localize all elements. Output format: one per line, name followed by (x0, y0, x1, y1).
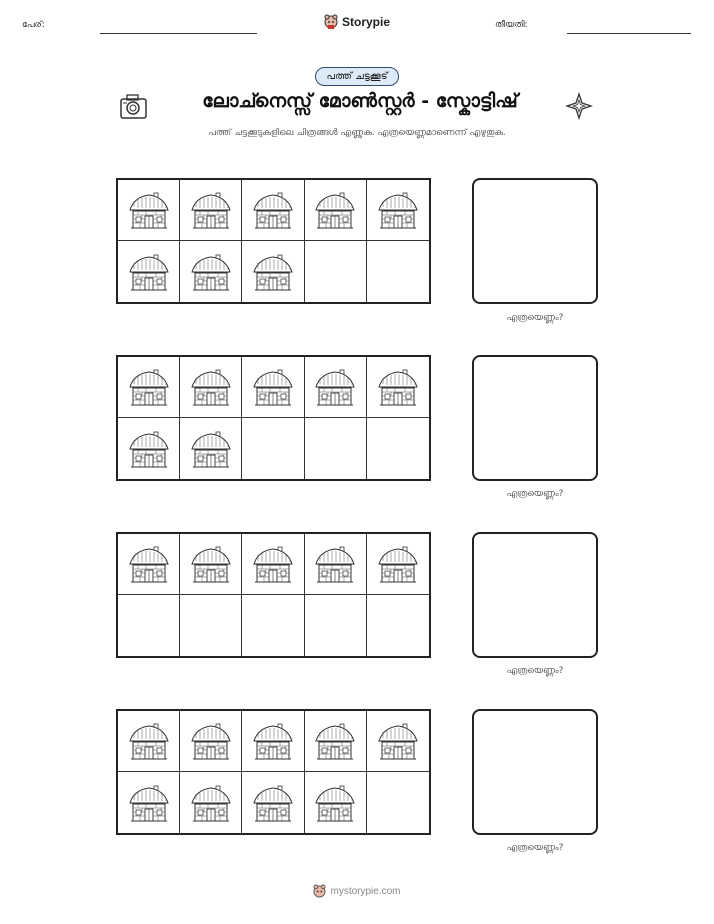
frame-cell (118, 241, 180, 302)
frame-cell (180, 595, 242, 656)
question-label-2: എത്രയെണ്ണം? (506, 489, 564, 499)
thatched-cottage-icon (188, 187, 234, 233)
footer-url[interactable]: mystorypie.com (330, 886, 401, 897)
frame-cell (367, 241, 429, 302)
frame-cell (118, 711, 180, 772)
brand-logo (0, 14, 714, 30)
thatched-cottage-icon (250, 780, 296, 826)
storypie-mascot-icon (313, 884, 326, 899)
frame-cell (367, 534, 429, 595)
frame-cell (242, 595, 304, 656)
thatched-cottage-icon (312, 718, 358, 764)
frame-cell (242, 772, 304, 833)
camera-icon (118, 93, 150, 121)
answer-box-1[interactable] (472, 178, 598, 304)
thatched-cottage-icon (188, 718, 234, 764)
thatched-cottage-icon (312, 541, 358, 587)
frame-cell (118, 357, 180, 418)
thatched-cottage-icon (375, 718, 421, 764)
thatched-cottage-icon (250, 364, 296, 410)
question-label-3: എത്രയെണ്ണം? (506, 666, 564, 676)
frame-cell (118, 595, 180, 656)
frame-cell (242, 711, 304, 772)
thatched-cottage-icon (126, 426, 172, 472)
thatched-cottage-icon (250, 249, 296, 295)
thatched-cottage-icon (312, 364, 358, 410)
thatched-cottage-icon (188, 541, 234, 587)
thatched-cottage-icon (188, 426, 234, 472)
frame-cell (180, 241, 242, 302)
thatched-cottage-icon (375, 541, 421, 587)
question-label-1: എത്രയെണ്ണം? (506, 313, 564, 323)
frame-cell (305, 180, 367, 241)
frame-cell (305, 241, 367, 302)
thatched-cottage-icon (188, 249, 234, 295)
thatched-cottage-icon (375, 364, 421, 410)
thatched-cottage-icon (188, 364, 234, 410)
answer-box-4[interactable] (472, 709, 598, 835)
frame-cell (242, 534, 304, 595)
frame-cell (367, 711, 429, 772)
thatched-cottage-icon (250, 541, 296, 587)
date-label: തീയതി: (495, 20, 528, 30)
category-badge: പത്ത് ചട്ടക്കൂട് (315, 67, 398, 86)
frame-cell (180, 180, 242, 241)
thatched-cottage-icon (126, 780, 172, 826)
thatched-cottage-icon (126, 249, 172, 295)
thatched-cottage-icon (375, 187, 421, 233)
frame-cell (180, 357, 242, 418)
frame-cell (242, 241, 304, 302)
name-line[interactable] (100, 33, 257, 34)
frame-cell (305, 418, 367, 479)
frame-cell (305, 534, 367, 595)
frame-cell (367, 418, 429, 479)
ten-frame-3 (116, 532, 431, 658)
answer-box-3[interactable] (472, 532, 598, 658)
thatched-cottage-icon (312, 780, 358, 826)
frame-cell (180, 534, 242, 595)
brand-name: Storypie (341, 15, 390, 29)
frame-cell (180, 711, 242, 772)
ten-frame-2 (116, 355, 431, 481)
thatched-cottage-icon (126, 718, 172, 764)
date-line[interactable] (567, 33, 691, 34)
frame-cell (242, 357, 304, 418)
ten-frame-4 (116, 709, 431, 835)
thatched-cottage-icon (126, 541, 172, 587)
frame-cell (305, 595, 367, 656)
frame-cell (118, 534, 180, 595)
answer-box-2[interactable] (472, 355, 598, 481)
frame-cell (367, 595, 429, 656)
name-label: പേര്: (22, 20, 45, 30)
frame-cell (180, 418, 242, 479)
frame-cell (367, 180, 429, 241)
frame-cell (118, 772, 180, 833)
thatched-cottage-icon (126, 364, 172, 410)
thatched-cottage-icon (188, 780, 234, 826)
frame-cell (118, 418, 180, 479)
frame-cell (305, 357, 367, 418)
storypie-mascot-icon (324, 14, 338, 30)
question-label-4: എത്രയെണ്ണം? (506, 843, 564, 853)
thatched-cottage-icon (250, 187, 296, 233)
instructions: പത്ത് ചട്ടക്കൂടുകളിലെ ചിത്രങ്ങൾ എണ്ണുക. എത്രയെണ്ണമാണെന്ന് എഴുതുക. (208, 128, 506, 138)
frame-cell (367, 357, 429, 418)
frame-cell (305, 711, 367, 772)
frame-cell (242, 418, 304, 479)
ten-frame-1 (116, 178, 431, 304)
frame-cell (242, 180, 304, 241)
thatched-cottage-icon (126, 187, 172, 233)
frame-cell (180, 772, 242, 833)
page-title: ലോച്നെസ്സ് മോൺസ്റ്റർ - സ്കോട്ടിഷ് (202, 90, 518, 112)
footer (0, 884, 714, 899)
thatched-cottage-icon (312, 187, 358, 233)
thatched-cottage-icon (250, 718, 296, 764)
sparkle-icon (565, 92, 593, 120)
frame-cell (118, 180, 180, 241)
frame-cell (367, 772, 429, 833)
frame-cell (305, 772, 367, 833)
